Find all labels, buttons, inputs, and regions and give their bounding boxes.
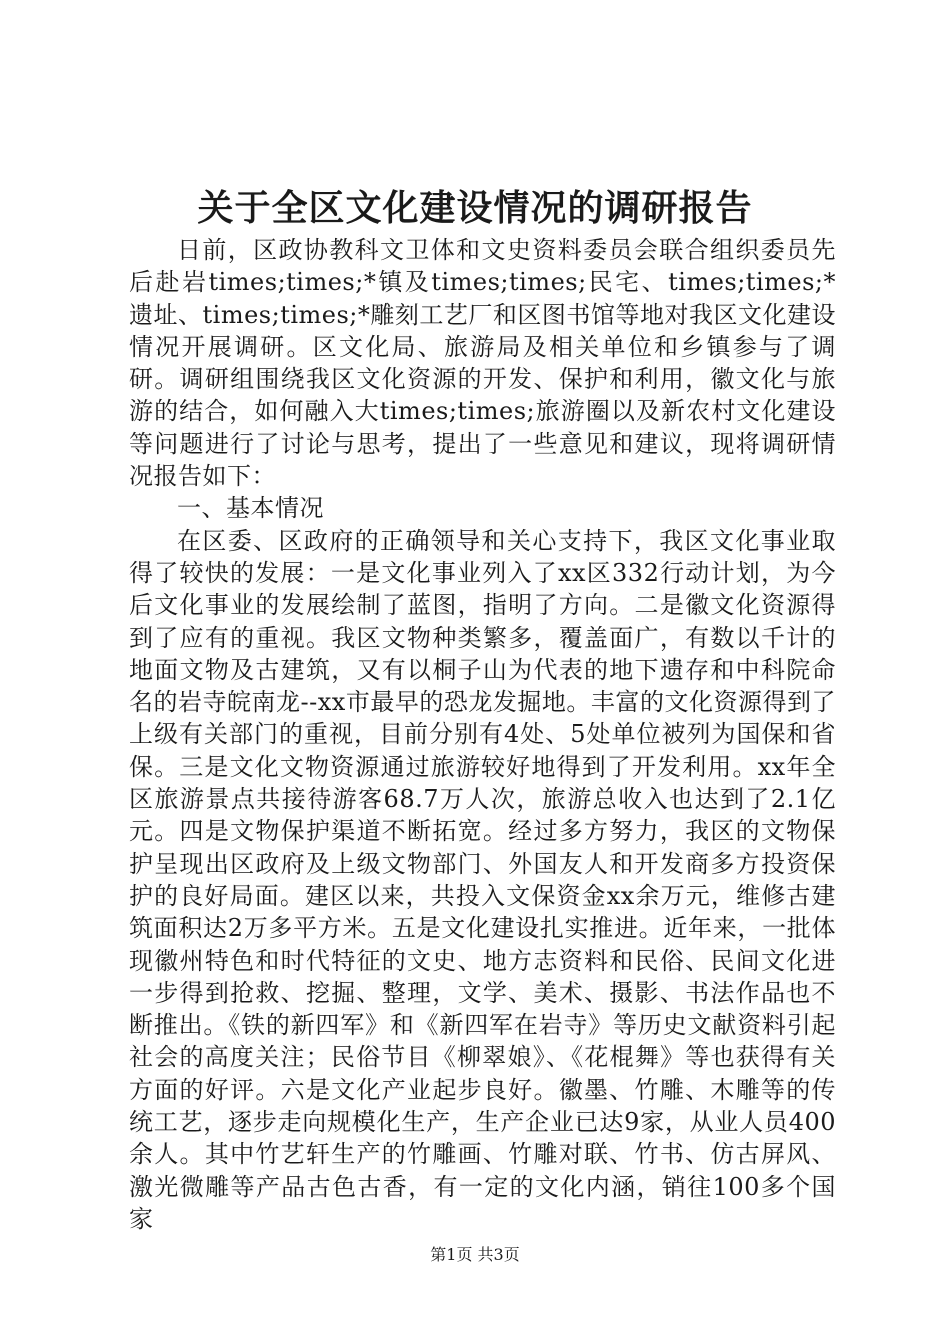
basic-situation-paragraph: 在区委、区政府的正确领导和关心支持下，我区文化事业取得了较快的发展：一是文化事业列入了xx区332行动计划，为今后文化事业的发展绘制了蓝图，指明了方向。二是徽文化资源得到了应有的重视。我区文物种类繁多，覆盖面广，有数以千计的地面文物及古建筑，又有以桐子山为代表的地下遗存和中科院命名的岩寺皖南龙--xx市最早的恐龙发掘地。丰富的文化资源得到了上级有关部门的重视，目前分别有4处、5处单位被列为国保和省保。三是文化文物资源通过旅游较好地得到了开发利用。xx年全区旅游景点共接待游客68.7万人次，旅游总收入也达到了2.1亿元。四是文物保护渠道不断拓宽。经过多方努力，我区的文物保护呈现出区政府及上级文物部门、外国友人和开发商多方投资保护的良好局面。建区以来，共投入文保资金xx余万元，维修古建筑面积达2万多平方米。五是文化建设扎实推进。近年来，一批体现徽州特色和时代特征的文史、地方志资料和民俗、民间文化进一步得到抢救、挖掘、整理，文学、美术、摄影、书法作品也不断推出。《铁的新四军》和《新四军在岩寺》等历史文献资料引起社会的高度关注；民俗节目《柳翠娘》、《花棍舞》等也获得有关方面的好评。六是文化产业起步良好。徽墨、竹雕、木雕等的传统工艺，逐步走向规模化生产，生产企业已达9家，从业人员400余人。其中竹艺轩生产的竹雕画、竹雕对联、竹书、仿古屏风、激光微雕等产品古色古香，有一定的文化内涵，销往100多个国家	[129, 526, 836, 1233]
document-title: 关于全区文化建设情况的调研报告	[197, 187, 753, 229]
section-heading: 一、基本情况	[177, 494, 324, 523]
intro-paragraph: 日前，区政协教科文卫体和文史资料委员会联合组织委员先后赴岩times;times;*镇及times;times;民宅、times;times;*遗址、times;times;*雕刻工艺厂和区图书馆等地对我区文化建设情况开展调研。区文化局、旅游局及相关单位和乡镇参与了调研。调研组围绕我区文化资源的开发、保护和利用，徽文化与旅游的结合，如何融入大times;times;旅游圈以及新农村文化建设等问题进行了讨论与思考，提出了一些意见和建议，现将调研情况报告如下：	[129, 236, 836, 491]
page-footer: 第1页 共3页	[430, 1245, 520, 1264]
document-body	[129, 234, 836, 1235]
